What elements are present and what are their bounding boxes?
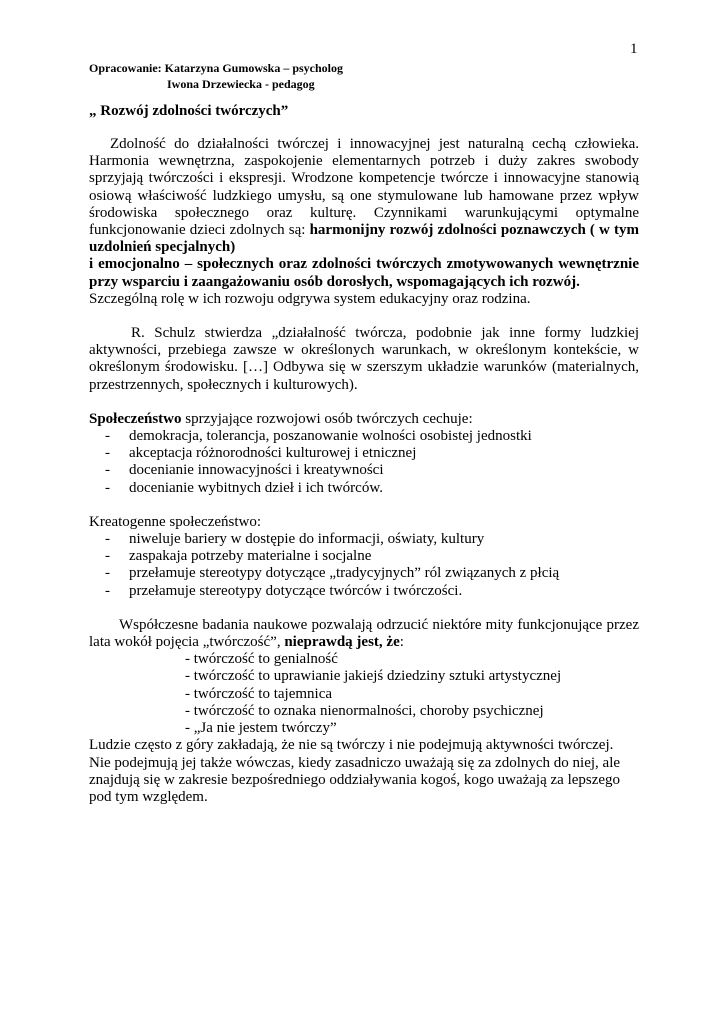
- authors-line-2: Iwona Drzewiecka - pedagog: [167, 77, 315, 91]
- dash-marker: -: [105, 565, 110, 582]
- society-lead: [89, 411, 639, 428]
- myths-lead: Współczesne badania naukowe pozwalają odrzucić niektóre mity funkcjonujące przez lata wokół pojęcia „twórczość”, nieprawdą jest, że:: [89, 616, 639, 651]
- closing-line-1: Ludzie często z góry zakładają, że nie są twórczy i nie podejmują aktywności twórczej.: [89, 737, 614, 754]
- intro-end: Szczególną rolę w ich rozwoju odgrywa system edukacyjny oraz rodzina.: [89, 290, 531, 307]
- page-number: 1: [630, 41, 638, 57]
- list-item: - zaspakaja potrzeby materialne i socjalne: [105, 548, 372, 565]
- authors-line-1: Opracowanie: Katarzyna Gumowska – psycholog: [89, 61, 344, 75]
- list-item: - twórczość to uprawianie jakiejś dziedziny sztuki artystycznej: [185, 668, 562, 685]
- authors-block: [89, 60, 343, 92]
- list-item: - „Ja nie jestem twórczy”: [185, 720, 337, 737]
- dash-marker: -: [105, 531, 110, 548]
- list-item: - docenianie wybitnych dzieł i ich twórców.: [105, 479, 383, 496]
- schulz-paragraph: R. Schulz stwierdza „działalność twórcza, podobnie jak inne formy ludzkiej aktywności, przebiega zawsze w określonych warunkach, w określonym kontekście, w określonym środowisku. […] Odbywa się w szerszym układzie warunków (materialnych, przestrzennych, społecznych i kulturowych).: [89, 325, 639, 393]
- intro-paragraph: [89, 136, 639, 291]
- document-body: [89, 136, 639, 806]
- myths-lead-bold: nieprawdą jest, że: [284, 634, 400, 651]
- kreatogenne-list: [89, 531, 639, 600]
- myths-list: [89, 651, 639, 737]
- dash-marker: -: [105, 428, 110, 445]
- intro-text: Zdolność do działalności twórczej i innowacyjnej jest naturalną cechą człowieka. Harmonia wewnętrzna, zaspokojenie elementarnych potrzeb i duży zakres swobody sprzyjają twórczości i ekspresji. Wrodzone kompetencje twórcze i innowacyjne stanowią osiową właściwość ludzkiego umysłu, są one stymulowane lub hamowane przez wpływ środowiska społecznego oraz kulturę. Czynnikami warunkującymi optymalne funkcjonowanie dzieci zdolnych są:: [89, 136, 639, 239]
- intro-bold-1: harmonijny rozwój zdolności poznawczych ( w tym uzdolnień specjalnych): [89, 222, 639, 256]
- list-item: - docenianie innowacyjności i kreatywności: [105, 462, 384, 479]
- list-item: - akceptacja różnorodności kulturowej i etnicznej: [105, 445, 417, 462]
- list-item: - przełamuje stereotypy dotyczące „tradycyjnych” ról związanych z płcią: [105, 565, 560, 582]
- list-item: - przełamuje stereotypy dotyczące twórców i twórczości.: [105, 582, 463, 599]
- dash-marker: -: [105, 462, 110, 479]
- list-item: - twórczość to genialność: [185, 651, 338, 668]
- list-item: - twórczość to tajemnica: [185, 685, 333, 702]
- dash-marker: -: [105, 479, 110, 496]
- intro-bold-2: i emocjonalno – społecznych oraz zdolności twórczych zmotywowanych wewnętrznie przy wsparciu i zaangażowaniu osób dorosłych, wspomagających ich rozwój.: [89, 256, 639, 290]
- list-item: - niweluje bariery w dostępie do informacji, oświaty, kultury: [105, 531, 485, 548]
- society-lead-rest: sprzyjające rozwojowi osób twórczych cechuje:: [181, 410, 473, 427]
- kreatogenne-lead: Kreatogenne społeczeństwo:: [89, 513, 262, 530]
- society-list: [89, 428, 639, 497]
- dash-marker: -: [105, 582, 110, 599]
- document-title: „ Rozwój zdolności twórczych”: [89, 103, 289, 119]
- list-item: - demokracja, tolerancja, poszanowanie wolności osobistej jednostki: [105, 428, 532, 445]
- dash-marker: -: [105, 445, 110, 462]
- list-item: - twórczość to oznaka nienormalności, choroby psychicznej: [185, 702, 544, 719]
- myths-lead-text: Współczesne badania naukowe pozwalają odrzucić niektóre mity funkcjonujące przez lata wokół pojęcia „twórczość”,: [89, 616, 639, 651]
- dash-marker: -: [105, 548, 110, 565]
- closing-line-2: Nie podejmują jej także wówczas, kiedy zasadniczo uważają się za zdolnych do niej, ale znajdują się w zakresie bezpośredniego oddziaływania kogoś, kogo uważają za lepszego pod tym względem.: [89, 754, 621, 805]
- society-lead-bold: Społeczeństwo: [89, 410, 182, 427]
